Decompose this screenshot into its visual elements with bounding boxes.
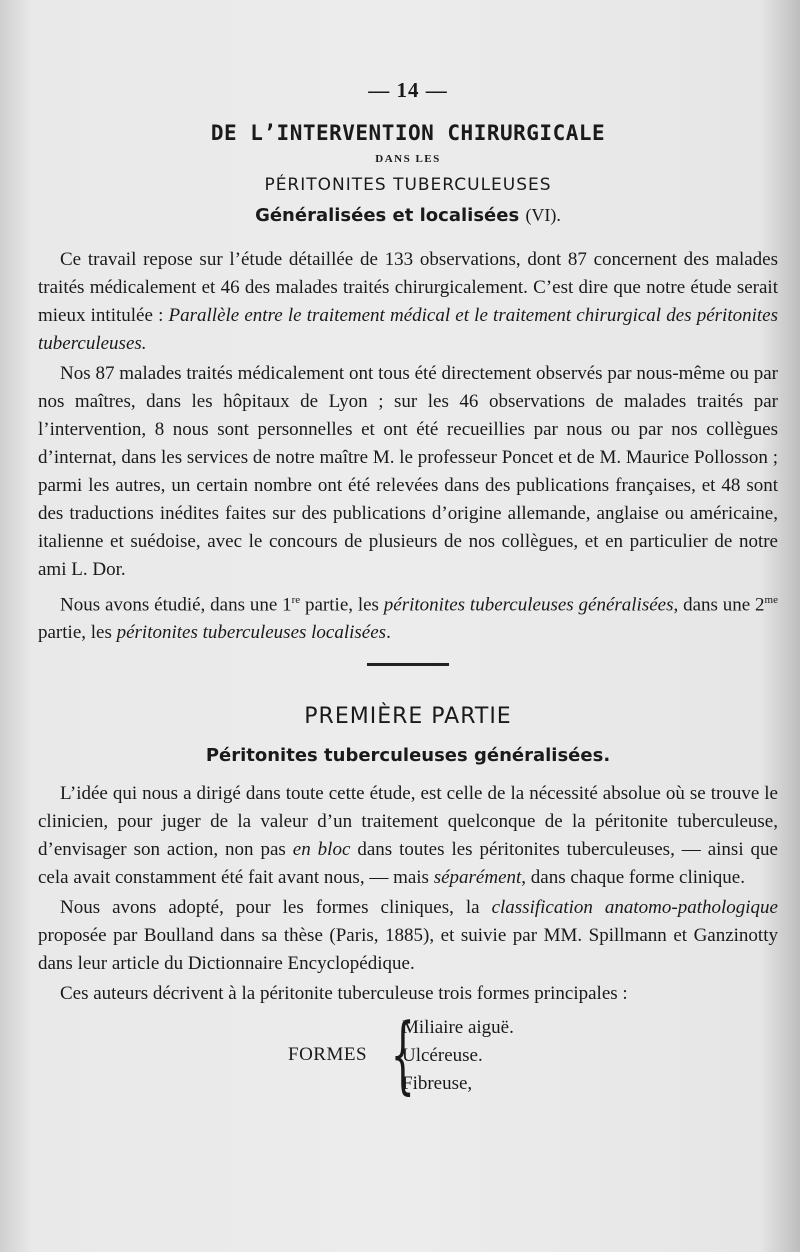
paragraph-6: Ces auteurs décrivent à la péritonite tuberculeuse trois formes principales : — [60, 983, 628, 1005]
subtitle-generalisees — [38, 205, 778, 226]
paragraph-4-text-c: dans toutes les péritonites tuberculeuses, — ainsi que cela avait constamment été fait avant nous, — mais — [38, 839, 778, 889]
paragraph-4-text-a: L’idée qui nous a dirigé dans toute cette étude, est celle de la nécessité absolue où se trouve le clinicien, pour juger de la valeur d’un traitement quelconque de la péritonite tuberculeuse, d’envisager son action, non pas — [38, 783, 778, 861]
paragraph-3-text-a: Nous avons étudié, dans une 1 — [60, 594, 292, 616]
forme-item: Ulcéreuse. — [402, 1045, 483, 1067]
subtitle-reference: (VI). — [525, 205, 561, 225]
formes-list — [402, 1014, 514, 1098]
subtitle-generalisees-text: Généralisées et localisées — [255, 205, 520, 226]
subtitle-dans-les: DANS LES — [375, 153, 441, 165]
section-divider — [367, 663, 449, 666]
paragraph-3-sup-1: re — [291, 594, 301, 606]
part-title: PREMIÈRE PARTIE — [304, 704, 512, 730]
paragraph-3-text-g: . — [386, 622, 391, 644]
paragraph-3-italic-1: péritonites tuberculeuses généralisées — [383, 594, 674, 616]
paragraph-1 — [38, 246, 778, 358]
paragraph-5-italic: classification anatomo-pathologique — [491, 897, 778, 919]
paragraph-3-text-d: , dans une 2 — [673, 594, 765, 616]
page-number: — 14 — — [368, 78, 448, 102]
formes-label: FORMES — [288, 1044, 368, 1066]
formes-block — [38, 1005, 778, 1106]
paragraph-4 — [38, 780, 778, 892]
chapter-title: DE L’INTERVENTION CHIRURGICALE — [210, 121, 606, 145]
paragraph-5-text-c: proposée par Boulland dans sa thèse (Paris, 1885), et suivie par MM. Spillmann et Ganzinotty dans leur article du Dictionnaire Encyclopédique. — [38, 925, 778, 975]
paragraph-1-text: Ce travail repose sur l’étude détaillée de 133 observations, dont 87 concernent des malades traités médicalement et 46 des malades traités chirurgicalement. C’est dire que notre étude serait mieux intitulée : — [38, 249, 778, 326]
paragraph-3-text-b: partie, les — [300, 594, 384, 616]
paragraph-1-italic: Parallèle entre le traitement médical et le traitement chirurgical des péritonites tuberculeuses. — [38, 305, 778, 354]
paragraph-3-italic-2: péritonites tuberculeuses localisées — [116, 622, 387, 644]
paragraph-4-italic-2: séparément — [433, 867, 522, 889]
paragraph-3-text-e: partie, les — [38, 622, 117, 644]
paragraph-2: Nos 87 malades traités médicalement ont tous été directement observés par nous-même ou par nos maîtres, dans les hôpitaux de Lyon ; sur les 46 observations de malades traités par l’intervention, 8 nous sont personnelles et ont été recueillies par nous ou par nos collègues d’internat, dans les services de notre maître M. le professeur Poncet et de M. Maurice Pollosson ; parmi les autres, un certain nombre ont été relevées dans des publications françaises, et 48 sont des traductions inédites faites sur des publications d’origine allemande, anglaise ou américaine, italienne et suédoise, avec le concours de plusieurs de nos collègues, et en particulier de notre ami L. Dor. — [38, 363, 778, 580]
paragraph-5 — [38, 894, 778, 978]
paragraph-4-text-e: , dans chaque forme clinique. — [521, 867, 745, 889]
paragraph-3-sup-2: me — [764, 594, 778, 606]
paragraph-3 — [38, 586, 778, 647]
forme-item: Fibreuse, — [402, 1073, 473, 1095]
forme-item: Miliaire aiguë. — [402, 1017, 514, 1039]
paragraph-4-italic-1: en bloc — [292, 839, 351, 861]
curly-brace-icon: { — [390, 1005, 415, 1104]
paragraph-5-text-a: Nous avons adopté, pour les formes cliniques, la — [60, 897, 492, 919]
section-title: Péritonites tuberculeuses généralisées. — [205, 745, 611, 767]
subtitle-peritonites: PÉRITONITES TUBERCULEUSES — [264, 175, 552, 195]
